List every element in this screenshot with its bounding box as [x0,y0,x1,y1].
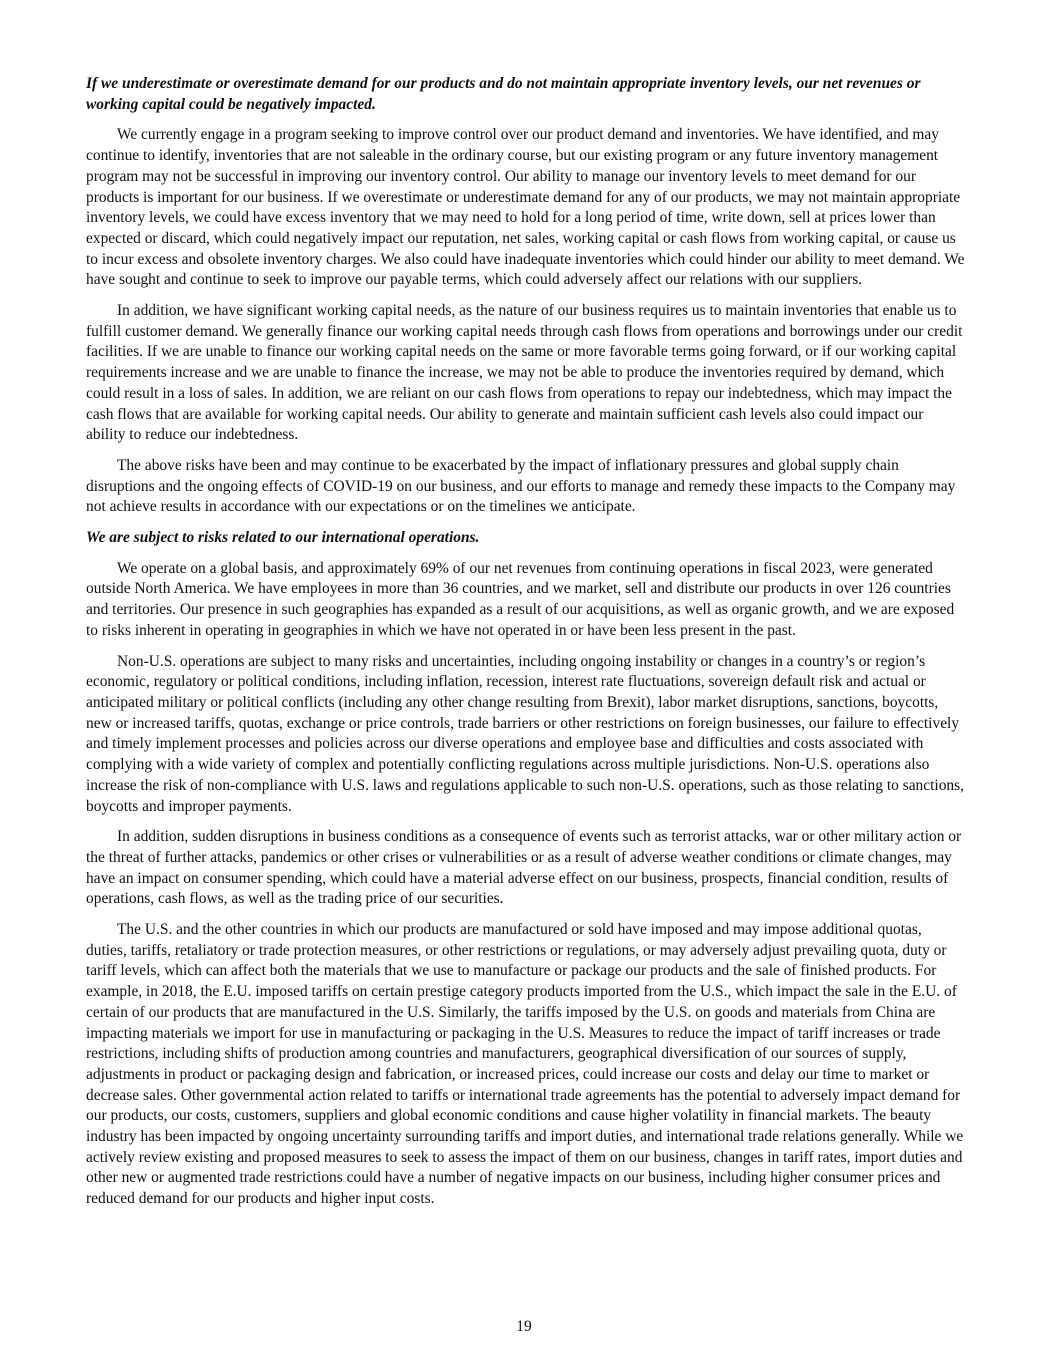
paragraph: Non-U.S. operations are subject to many risks and uncertainties, including ongoing instability or changes in a country’s or region’s economic, regulatory or political conditions, including inflation, recession, interest rate fluctuations, sovereign default risk and actual or anticipated military or political conflicts (including any other change resulting from Brexit), labor market disruptions, sanctions, boycotts, new or increased tariffs, quotas, exchange or price controls, trade barriers or other restrictions on foreign businesses, our failure to effectively and timely implement processes and policies across our diverse operations and employee base and difficulties and costs associated with complying with a wide variety of complex and potentially conflicting regulations across multiple jurisdictions. Non-U.S. operations also increase the risk of non-compliance with U.S. laws and regulations applicable to such non-U.S. operations, such as those relating to sanctions, boycotts and improper payments. [86,652,965,815]
section-heading-international: We are subject to risks related to our international operations. [86,529,480,547]
document-body [86,74,966,1220]
page-number: 19 [516,1318,532,1335]
paragraph: The above risks have been and may continue to be exacerbated by the impact of inflationary pressures and global supply chain disruptions and the ongoing effects of COVID-19 on our business, and our efforts to manage and remedy these impacts to the Company may not achieve results in accordance with our expectations or on the timelines we anticipate. [86,456,956,516]
paragraph: In addition, sudden disruptions in business conditions as a consequence of events such as terrorist attacks, war or other military action or the threat of further attacks, pandemics or other crises or vulnerabilities or as a result of adverse weather conditions or climate changes, may have an impact on consumer spending, which could have a material adverse effect on our business, prospects, financial condition, results of operations, cash flows, as well as the trading price of our securities. [86,828,962,908]
paragraph: In addition, we have significant working capital needs, as the nature of our business requires us to maintain inventories that enable us to fulfill customer demand. We generally finance our working capital needs through cash flows from operations and borrowings under our credit facilities. If we are unable to finance our working capital needs on the same or more favorable terms going forward, or if our working capital requirements increase and we are unable to finance the increase, we may not be able to produce the inventories required by demand, which could result in a loss of sales. In addition, we are reliant on our cash flows from operations to repay our indebtedness, which may impact the cash flows that are available for working capital needs. Our ability to generate and maintain sufficient cash levels also could impact our ability to reduce our indebtedness. [86,302,963,444]
paragraph: We currently engage in a program seeking to improve control over our product demand and inventories. We have identified, and may continue to identify, inventories that are not saleable in the ordinary course, but our existing program or any future inventory management program may not be successful in improving our inventory control. Our ability to manage our inventory levels to meet demand for our products is important for our business. If we overestimate or underestimate demand for any of our products, we may not maintain appropriate inventory levels, we could have excess inventory that we may need to hold for a long period of time, write down, sell at prices lower than expected or discard, which could negatively impact our reputation, net sales, working capital or cash flows from working capital, or cause us to incur excess and obsolete inventory charges. We also could have inadequate inventories which could hinder our ability to meet demand. We have sought and continue to seek to improve our payable terms, which could adversely affect our relations with our suppliers. [86,126,965,289]
paragraph: We operate on a global basis, and approximately 69% of our net revenues from continuing operations in fiscal 2023, were generated outside North America. We have employees in more than 36 countries, and we market, sell and distribute our products in over 126 countries and territories. Our presence in such geographies has expanded as a result of our acquisitions, as well as organic growth, and we are exposed to risks inherent in operating in geographies in which we have not operated in or have been less present in the past. [86,559,955,639]
paragraph: The U.S. and the other countries in which our products are manufactured or sold have imposed and may impose additional quotas, duties, tariffs, retaliatory or trade protection measures, or other restrictions or regulations, or may adversely adjust prevailing quota, duty or tariff levels, which can affect both the materials that we use to manufacture or package our products and the sale of finished products. For example, in 2018, the E.U. imposed tariffs on certain prestige category products imported from the U.S., which impact the sale in the E.U. of certain of our products that are manufactured in the U.S. Similarly, the tariffs imposed by the U.S. on goods and materials from China are impacting materials we import for use in manufacturing or packaging in the U.S. Measures to reduce the impact of tariff increases or trade restrictions, including shifts of production among countries and manufacturers, geographical diversification of our sources of supply, adjustments in product or packaging design and fabrication, or increased prices, could increase our costs and delay our time to market or decrease sales. Other governmental action related to tariffs or international trade agreements has the potential to adversely impact demand for our products, our costs, customers, suppliers and global economic conditions and cause higher volatility in financial markets. The beauty industry has been impacted by ongoing uncertainty surrounding tariffs and import duties, and international trade relations generally. While we actively review existing and proposed measures to seek to assess the impact of them on our business, changes in tariff rates, import duties and other new or augmented trade restrictions could have a number of negative impacts on our business, including higher consumer prices and reduced demand for our products and higher input costs. [86,921,964,1208]
section-heading-inventory: If we underestimate or overestimate demand for our products and do not maintain appropriate inventory levels, our net revenues or working capital could be negatively impacted. [86,75,921,113]
